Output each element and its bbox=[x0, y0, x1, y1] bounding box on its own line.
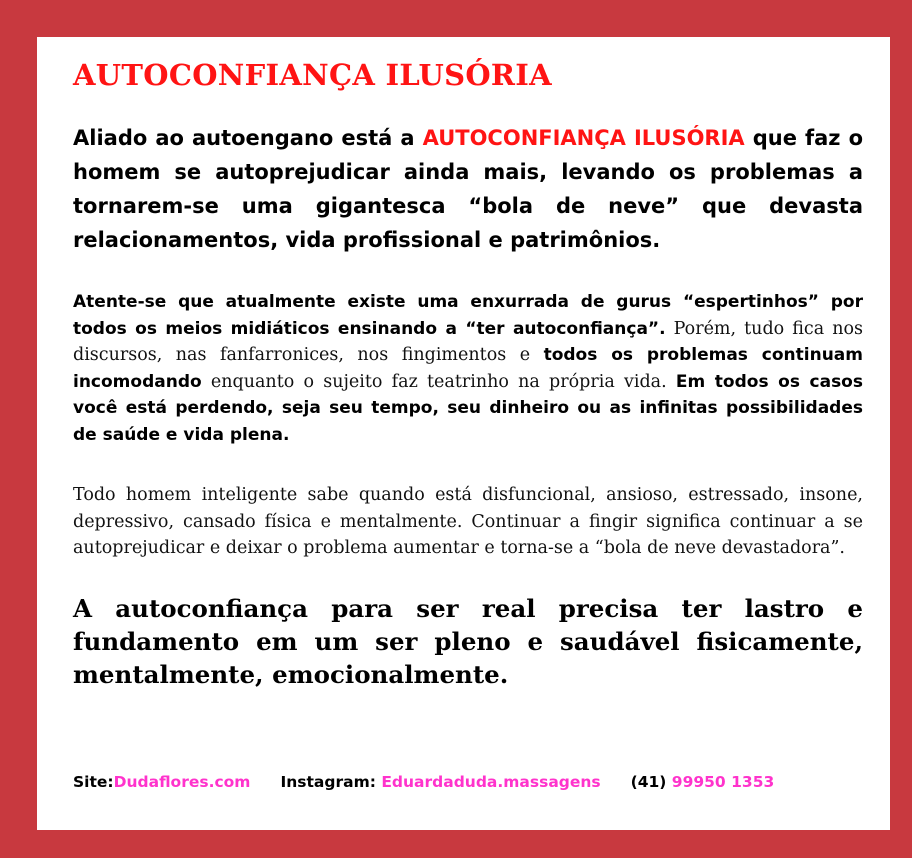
gurus-bold-conclusion: Em todos os casos você está perdendo, seja seu tempo, seu dinheiro ou as infinitas possibilidades de saúde e vida plena. bbox=[73, 371, 863, 445]
site-link[interactable]: Dudaflores.com bbox=[113, 773, 251, 791]
intro-text-end: que faz o homem se autoprejudicar ainda mais, levando os problemas a tornarem-se uma gigantesca “bola de neve” que devasta relacionamentos, vida profissional e patrimônios. bbox=[73, 126, 864, 252]
instagram-label: Instagram: bbox=[280, 773, 382, 791]
instagram-link[interactable]: Eduardaduda.massagens bbox=[381, 773, 601, 791]
gurus-text: Porém, tudo fica nos discursos, nas fanfarronices, nos fingimentos e bbox=[73, 318, 863, 365]
article-body bbox=[73, 55, 863, 691]
gurus-highlight: todos os problemas continuam incomodando bbox=[73, 345, 863, 392]
intro-paragraph bbox=[73, 121, 863, 257]
contact-footer bbox=[73, 773, 863, 791]
phone-number[interactable]: 99950 1353 bbox=[671, 773, 775, 791]
gurus-bold-intro: Atente-se que atualmente existe uma enxurrada de gurus “espertinhos” por todos os meios midiáticos ensinando a “ter autoconfiança”. bbox=[73, 292, 863, 339]
page-title: AUTOCONFIANÇA ILUSÓRIA bbox=[73, 58, 552, 92]
content-card bbox=[37, 37, 890, 830]
intro-text-start: Aliado ao autoengano está a bbox=[73, 126, 423, 150]
inteligente-paragraph: Todo homem inteligente sabe quando está disfuncional, ansioso, estressado, insone, depressivo, cansado física e mentalmente. Continuar a fingir significa continuar a se autoprejudicar e deixar o problema aumentar e torna-se a “bola de neve devastadora”. bbox=[73, 485, 863, 558]
closing-statement: A autoconfiança para ser real precisa ter lastro e fundamento em um ser pleno e saudável fisicamente, mentalmente, emocionalmente. bbox=[73, 593, 863, 689]
gurus-paragraph bbox=[73, 289, 863, 448]
gurus-text-cont: enquanto o sujeito faz teatrinho na própria vida. bbox=[201, 371, 676, 392]
phone-prefix: (41) bbox=[630, 773, 672, 791]
intro-highlight: AUTOCONFIANÇA ILUSÓRIA bbox=[422, 126, 745, 150]
site-label: Site: bbox=[73, 773, 114, 791]
